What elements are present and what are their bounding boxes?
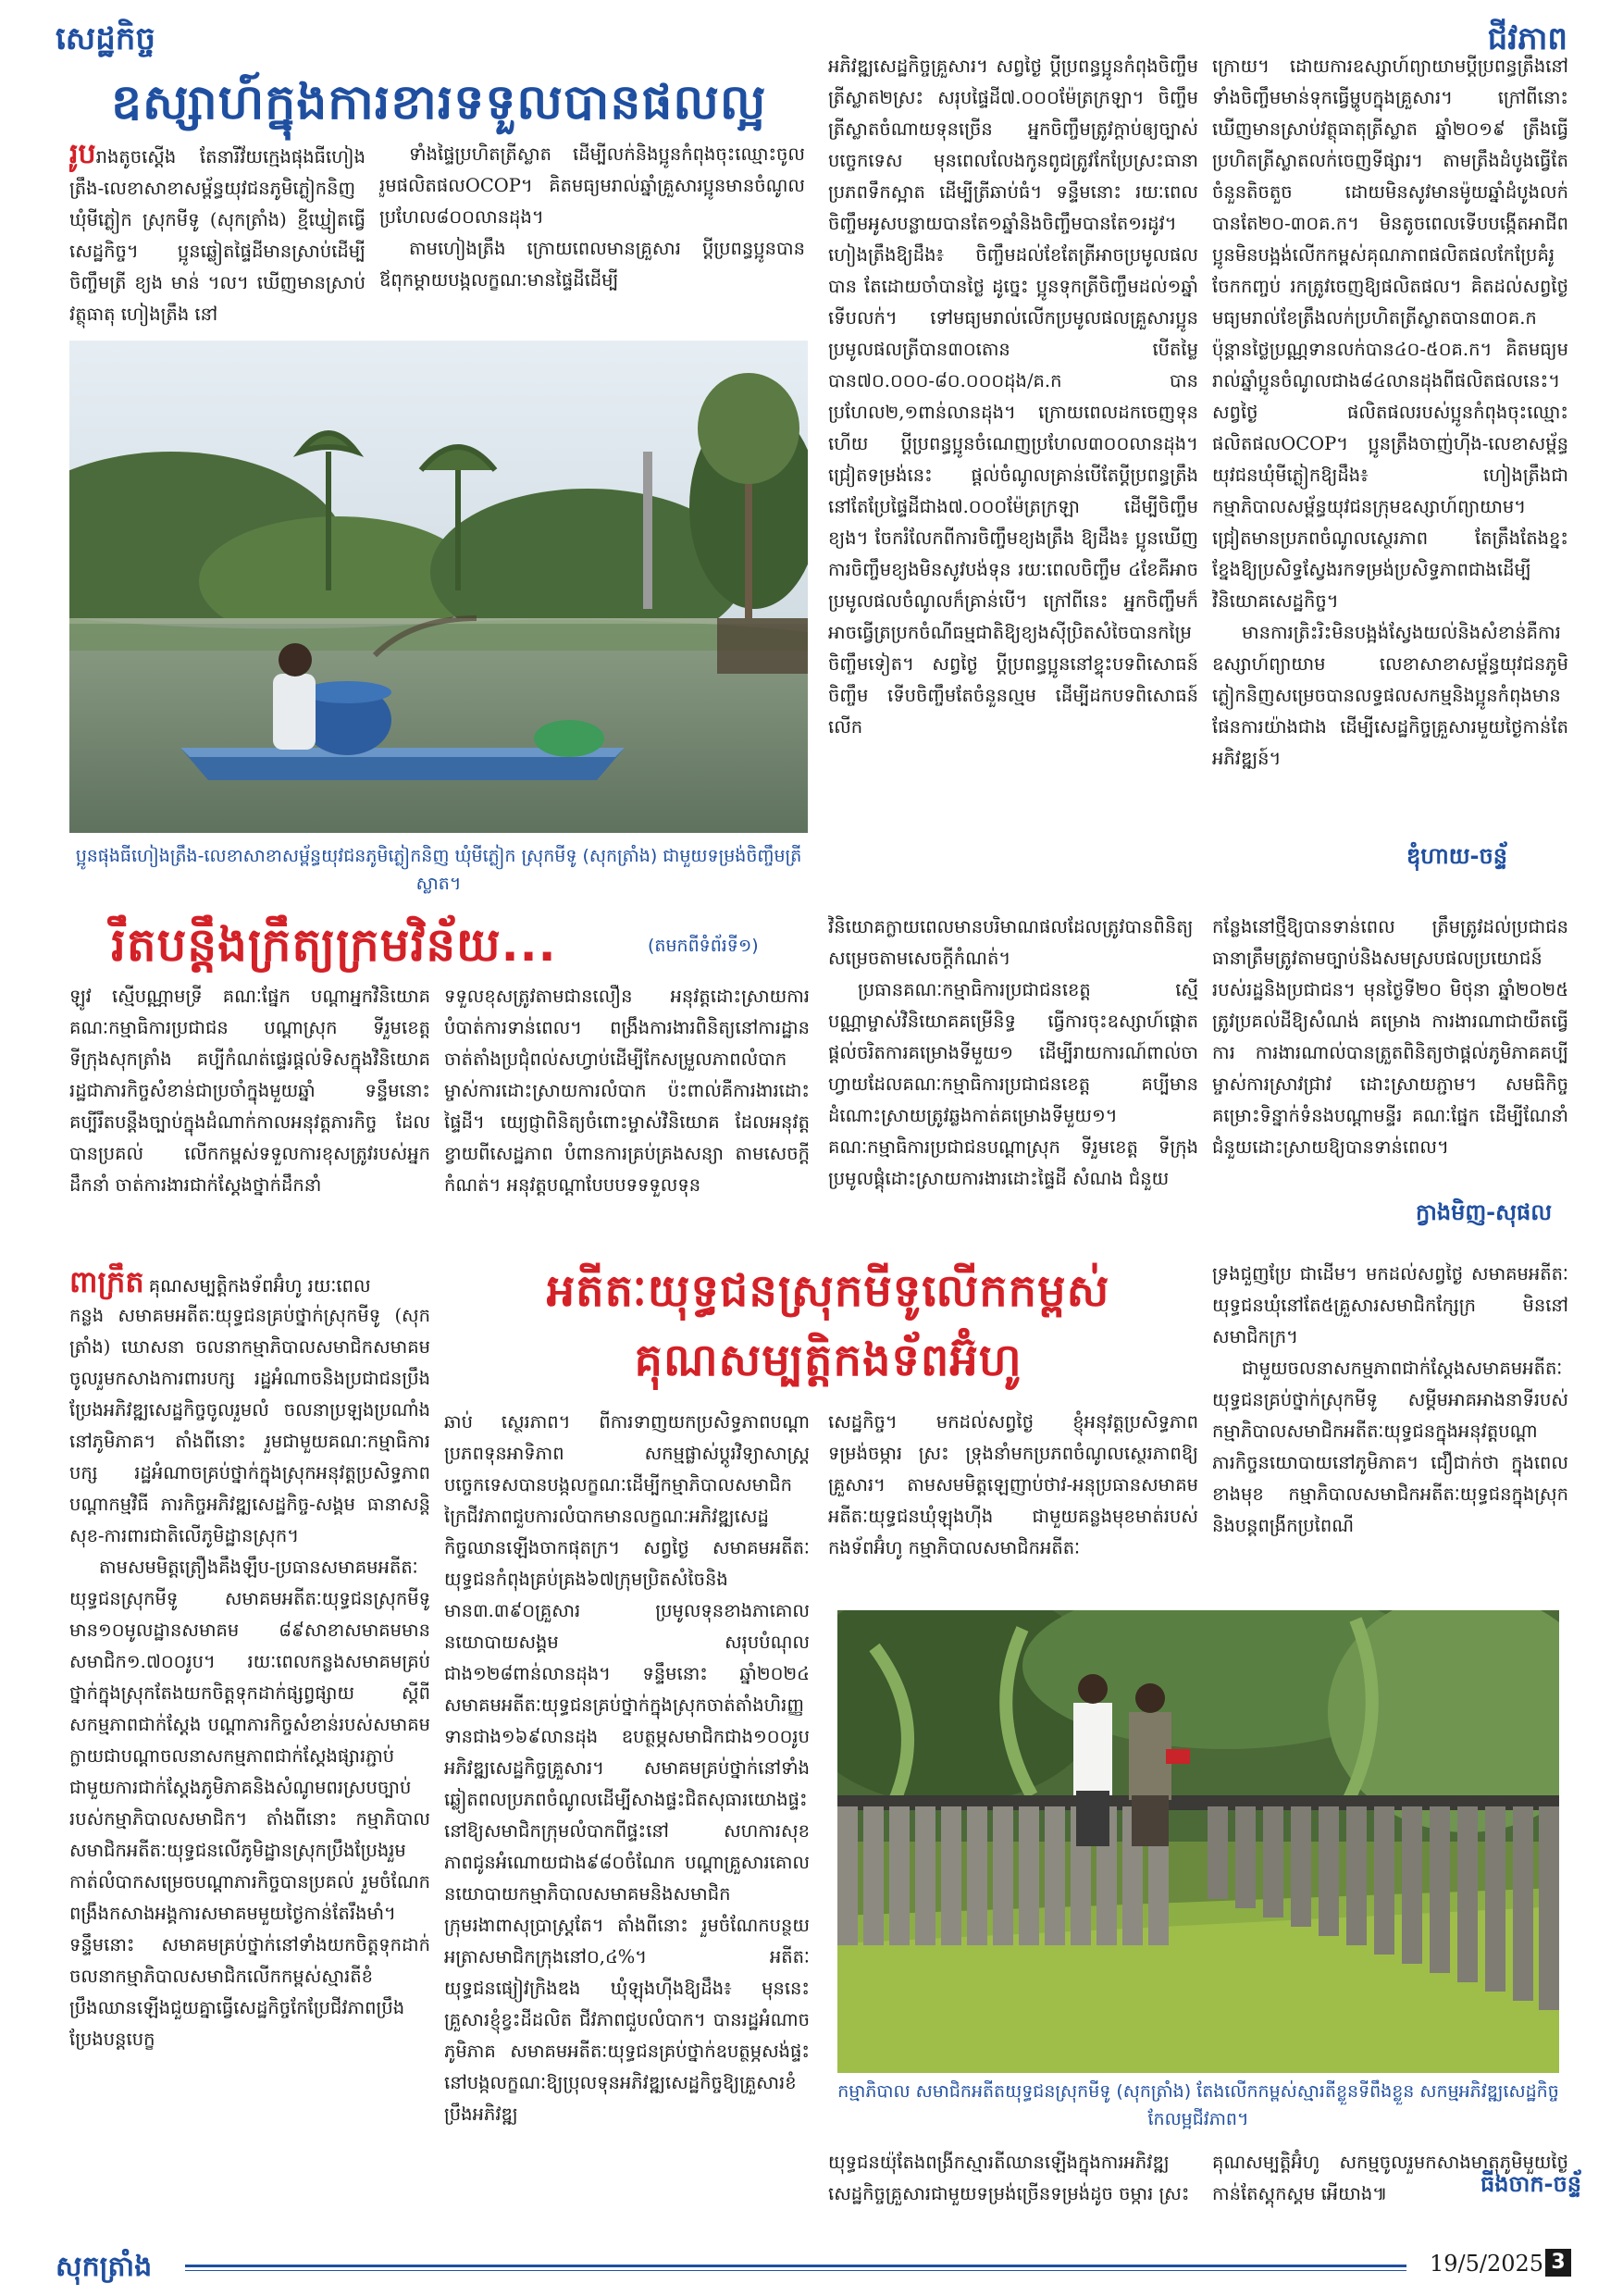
article3-headline-line2: គុណសម្បត្តិកងទ័ពអ៊ំហូ — [634, 1334, 1022, 1386]
article3-col-end-text: យុទ្ធជនយ៉ុតែងពង្រីកស្មារតីឈានឡើងក្នុងការអភិវឌ្ឍសេដ្ឋកិច្ចគ្រួសារជាមួយទម្រង់ច្រើនទម្រង់ដូច ចម្ការ ស្រះ — [828, 2152, 1190, 2204]
article3-byline: ធីងចាក-ចន្ទ័ — [1481, 2171, 1581, 2197]
article3-col1-text: កន្លង សមាគមអតីតៈយុទ្ធជនគ្រប់ថ្នាក់ស្រុកមីទូ (សុកត្រាំង) ឃោសនា ចលនាកម្មាភិបាលសមាជិកសមាគមចូលរួមកសាងការពារបក្ស រដ្ឋអំណាចនិងប្រជាជនប្រឹងប្រែងអភិវឌ្ឍសេដ្ឋកិច្ចចូលរួមលំ ចលនាប្រឡងប្រណាំងនៅភូមិភាគ។ តាំងពីនោះ រួមជាមួយគណៈកម្មាធិការបក្ស រដ្ឋអំណាចគ្រប់ថ្នាក់ក្នុងស្រុកអនុវត្តប្រសិទ្ធភាពបណ្តាកម្មវិធី ភារកិច្ចអភិវឌ្ឍសេដ្ឋកិច្ច-សង្គម ធានាសន្តិសុខ-ការពារជាតិលើភូមិដ្ឋានស្រុក។ — [69, 1305, 430, 1546]
article1-col3 — [828, 51, 1198, 902]
footer-date: 19/5/2025 — [1430, 2251, 1544, 2277]
article3-col2 — [444, 1407, 810, 2230]
article1-col1-text: រាងតូចស្តើង តែនារីវ័យក្មេងផុងធីហៀង ត្រឹង-លេខាសាខាសម្ព័ន្ធយុវជនភូមិភ្លៀកនិញ ឃុំមីភ្លៀក ស្រុកមីទូ (សុកត្រាំង) ខ្មីឃ្មៀតធ្វើសេដ្ឋកិច្ច។ ប្អូនឆ្លៀតផ្ទៃដីមានស្រាប់ដើម្បីចិញ្ចឹមត្រី ខ្យង មាន់ ។ល។ ឃើញមានស្រាប់វត្ថុធាតុ ហៀងត្រឹង នៅ — [69, 146, 365, 325]
article1-col4 — [1212, 51, 1568, 847]
section-tag-economy: សេដ្ឋកិច្ច — [56, 20, 155, 57]
article3-col4 — [1212, 1259, 1568, 1601]
article1-col4b-text: មានការត្រិះរិះមិនបង្អង់ស្វែងយល់និងសំខាន់គឺការឧស្សាហ៍ព្យាយាម លេខាសាខាសម្ព័ន្ធយុវជនភូមិភ្លៀកនិញសម្រេចបានលទ្ធផលសកម្មនិងប្អូនកំពុងមានផែនការយ៉ាងជាង ដើម្បីសេដ្ឋកិច្ចគ្រួសារមួយថ្ងៃកាន់តែអភិវឌ្ឍន៍។ — [1212, 622, 1568, 769]
article2-col3-text: វិនិយោគក្លាយពេលមានបរិមាណផលដែលត្រូវបានពិនិត្យសម្រេចតាមសេចក្តីកំណត់។ — [828, 916, 1194, 969]
footer-rule-thin — [185, 2270, 1406, 2271]
article3-dropcap: ពាក្រឹត — [69, 1264, 144, 1299]
article1-dropcap: រូប — [69, 139, 96, 170]
article2-col1-text: ឡូវ ស្មើបណ្ណាមទ្រី គណៈផ្នែក បណ្តាអ្នកវិនិយោគ គណៈកម្មាធិការប្រជាជន បណ្តាស្រុក ទីរួមខេត្ត ទីក្រុងសុកត្រាំង គប្បីកំណត់ផ្ទេរផ្តល់ទិសក្នុងវិនិយោគ រដ្ឋជាភារកិច្ចសំខាន់ជាប្រចាំក្នុងមួយឆ្នាំ ទន្ទឹមនោះ គប្បីរឹតបន្តឹងច្បាប់ក្នុងដំណាក់កាលអនុវត្តភារកិច្ច ដែលបានប្រគល់ លើកកម្ពស់ទទួលការខុសត្រូវរបស់អ្នកដឹកនាំ ចាត់ការងារជាក់ស្តែងថ្នាក់ដឹកនាំ — [69, 986, 430, 1196]
section-tag-livelihood: ជីវភាព — [1487, 20, 1567, 57]
article3-col1b-text: តាមសមមិត្តត្រឿងគឹងឡឹប-ប្រធានសមាគមអតីតៈយុទ្ធជនស្រុកមីទូ សមាគមអតីតៈយុទ្ធជនស្រុកមីទូមាន១០មូលដ្ឋានសមាគម ៨៩សាខាសមាគមមានសមាជិក១.៧០០រូប។ រយៈពេលកន្លងសមាគមគ្រប់ថ្នាក់ក្នុងស្រុកតែងយកចិត្តទុកដាក់ផ្សព្វផ្សាយ ស្តីពីសកម្មភាពជាក់ស្តែង បណ្តាភារកិច្ចសំខាន់របស់សមាគមក្លាយជាបណ្តាចលនាសកម្មភាពជាក់ស្តែងផ្សារភ្ជាប់ជាមួយការជាក់ស្តែងភូមិភាគនិងសំណូមពរស្របច្បាប់របស់កម្មាភិបាលសមាជិក។ តាំងពីនោះ កម្មាភិបាលសមាជិកអតីតៈយុទ្ធជនលើភូមិដ្ឋានស្រុកប្រឹងប្រែងរួមកាត់លំបាកសម្រេចបណ្តាភារកិច្ចបានប្រគល់ រួមចំណែកពង្រឹងកសាងអង្គការសមាគមមួយថ្ងៃកាន់តែរឹងមាំ។ ទន្ទឹមនោះ សមាគមគ្រប់ថ្នាក់នៅទាំងយកចិត្តទុកដាក់ចលនាកម្មាភិបាលសមាជិកលើកកម្ពស់ស្មារតីខំប្រឹងឈានឡើងជួយគ្នាធ្វើសេដ្ឋកិច្ចកែប្រែជីវភាពប្រឹងប្រែងបន្តបេក្ខ — [69, 1557, 430, 2050]
article2-col2-text: ទទួលខុសត្រូវតាមជានលឿន អនុវត្តដោះស្រាយការបំបាត់ការទាន់ពេល។ ពង្រឹងការងារពិនិត្យនៅការដ្ឋាន ចាត់តាំងប្រជុំពល់សហ្វាប់ដើម្បីកែសម្រួលភាពលំបាក ម្ចាស់ការដោះស្រាយការលំបាក ប៉ះពាល់គឺការងារដោះផ្ទៃដី។ យ្យេជ្ញាពិនិត្យចំពោះម្ចាស់វិនិយោគ ដែលអនុវត្តខ្វាយពីសេដ្ឋភាព បំពានការគ្រប់គ្រងសន្យា តាមសេចក្តីកំណត់។ អនុវត្តបណ្តាបែបបទទទួលទុន — [444, 986, 810, 1196]
article3-col3 — [828, 1407, 1198, 1601]
footer-rule — [185, 2265, 1406, 2267]
article1-col2b-text: តាមហៀងត្រឹង ក្រោយពេលមានគ្រួសារ ប្តីប្រពន្ធប្អូនបានឪពុកម្តាយបង្កលក្ខណៈមានផ្ទៃដីដើម្បី — [379, 238, 805, 291]
article1-photo-boat-pond — [69, 341, 808, 833]
article2-col3 — [828, 912, 1198, 1249]
article1-byline: ឌុំហាយ-ចន្ទ័ — [1406, 843, 1507, 869]
article1-col2 — [379, 139, 805, 333]
article1-col3-text: អភិវឌ្ឍសេដ្ឋកិច្ចគ្រួសារ។ សព្វថ្ងៃ ប្តីប្រពន្ធប្អូនកំពុងចិញ្ចឹមត្រីស្លាត២ស្រះ សរុបផ្ទៃដី៧.០០០ម៉ែត្រក្រឡា។ ចិញ្ចឹមត្រីស្លាតចំណាយទុនច្រើន អ្នកចិញ្ចឹមត្រូវក្តាប់ឲ្យច្បាស់បច្ចេកទេស មុនពេលលែងកូនពូជត្រូវកែប្រែស្រះធានាប្រភពទឹកស្អាត ដើម្បីត្រីឆាប់ធំ។ ទន្ទឹមនោះ រយៈពេលចិញ្ចឹមអូសបន្លាយបានតែ១ឆ្នាំនិងចិញ្ចឹមបានតែ១រដូវ។ ហៀងត្រឹងឱ្យដឹង៖ ចិញ្ចឹមដល់ខែតែត្រីអាចប្រមូលផលបាន តែដោយចាំបានថ្លៃ ដូច្នេះ ប្អូនទុកត្រីចិញ្ចឹមដល់១ឆ្នាំទើបលក់។ ទៅមធ្យមរាល់លើកប្រមូលផលគ្រួសារប្អូនប្រមូលផលត្រីបាន៣០តោន បើតម្លៃបាន៧០.០០០-៨០.០០០ដុង/គ.ក បានប្រហែល២,១ពាន់លានដុង។ ក្រោយពេលដកចេញទុនហើយ ប្តីប្រពន្ធប្អូនចំណេញប្រហែល៣០០លានដុង។ ជ្រៀតទម្រង់នេះ ផ្តល់ចំណូលគ្រាន់បើតែប្តីប្រពន្ធត្រឹងនៅតែប្រែផ្ទៃដីជាង៧.០០០ម៉ែត្រក្រឡា ដើម្បីចិញ្ចឹមខ្យង។ ចែករំលែកពីការចិញ្ចឹមខ្យងត្រឹង ឱ្យដឹង៖ ប្អូនឃើញការចិញ្ចឹមខ្យងមិនសូវបង់ទុន រយៈពេលចិញ្ចឹម ៤ខែគឺអាចប្រមូលផលចំណូលក៏គ្រាន់បើ។ ក្រៅពីនេះ អ្នកចិញ្ចឹមក៏អាចធ្វើត្រប្រកចំណីធម្មជាតិឱ្យខ្យងស៊ីប្រិតសំចៃបានកម្រៃចិញ្ចឹមទៀត។ សព្វថ្ងៃ ប្តីប្រពន្ធប្អូននៅខ្ទុះបទពិសោធន៍ចិញ្ចឹម ទើបចិញ្ចឹមតែចំនួនល្មម ដើម្បីដកបទពិសោធន៍លើក — [828, 56, 1198, 738]
article3-headline-line1: អតីតៈយុទ្ធជនស្រុកមីទូលើកកម្ពស់ — [546, 1265, 1110, 1317]
article3-photo-fish-pond — [837, 1610, 1559, 2073]
article3-col4-text: ទ្រងជួញប្រែ ជាដើម។ មកដល់សព្វថ្ងៃ សមាគមអតីតៈយុទ្ធជនឃុំនៅតែ៥គ្រួសារសមាជិកក្សែក្រ មិននៅសមាជិកក្រ។ — [1212, 1263, 1568, 1347]
article1-headline: ឧស្សាហ៍ក្នុងការខារទទួលបានផលល្អ — [111, 75, 767, 130]
article1-col1 — [69, 139, 365, 333]
article1-col4-text: ក្រោយ។ ដោយការឧស្សាហ៍ព្យាយាមប្តីប្រពន្ធត្រឹងនៅទាំងចិញ្ចឹមមាន់ទុកធ្វើម្ហូបក្នុងគ្រួសារ។ ក្រៅពីនោះ ឃើញមានស្រាប់វត្ថុធាតុត្រីស្លាត ឆ្នាំ២០១៩ ត្រឹងធ្វើប្រហិតត្រីស្លាតលក់ចេញទីផ្សារ។ តាមត្រឹងដំបូងធ្វើតែចំនួនតិចតួច ដោយមិនសូវមានម៉ូយឆ្នាំដំបូងលក់បានតែ២០-៣០គ.ក។ មិនតូចពេលទើបបង្កើតអាជីពប្អូនមិនបង្អង់លើកកម្ពស់គុណភាពផលិតផលកែប្រែគំរូ ចែកកញ្ចប់ រកត្រូវចេញឱ្យផលិតផល។ គិតដល់សព្វថ្ងៃ មធ្យមរាល់ខែត្រឹងលក់ប្រហិតត្រីស្លាតបាន៣០គ.ក ប៉ុន្តានថ្លៃប្រណ្ណទានលក់បាន៤០-៥០គ.ក។ គិតមធ្យមរាល់ឆ្នាំប្អូនចំណូលជាង៨៤លានដុងពីផលិតផលនេះ។ សព្វថ្ងៃ ផលិតផលរបស់ប្អូនកំពុងចុះឈ្មោះផលិតផលOCOP។ ប្អូនត្រឹងចាញ់ហ៊ីង-លេខាសម្ព័ន្ធយុវជនឃុំមីភ្លៀកឱ្យដឹង៖ ហៀងត្រឹងជាកម្មាភិបាលសម្ព័ន្ធយុវជនក្រុមឧស្សាហ៍ព្យាយាម។ ជ្រៀតមានប្រភពចំណូលស្ថេរភាព តែត្រឹងតែងខ្នះខ្នែងឱ្យប្រសិទ្ធស្វែងរកទម្រង់ប្រសិទ្ធភាពជាងដើម្បីវិនិយោគសេដ្ឋកិច្ច។ — [1212, 56, 1568, 612]
article3-photo-caption: កម្មាភិបាល សមាជិកអតីតយុទ្ធជនស្រុកមីទូ (សុកត្រាំង) តែងលើកកម្ពស់ស្មារតីខ្លួនទីពឹងខ្លួន សកម្មអភិវឌ្ឍសេដ្ឋកិច្ច កែលម្អជីវភាព។ — [837, 2081, 1559, 2129]
article3-col-end — [828, 2147, 1198, 2230]
footer-page-number: 3 — [1545, 2249, 1571, 2277]
article2-col2 — [444, 981, 810, 1249]
footer-masthead: សុកត្រាំង — [56, 2251, 153, 2283]
article1-col2-text: ទាំងផ្ទៃប្រហិតត្រីស្លាត ដើម្បីលក់និងប្អូនកំពុងចុះឈ្មោះចូលរួមផលិតផលOCOP។ គិតមធ្យមរាល់ឆ្នាំគ្រួសារប្អូនមានចំណូលប្រហែល៨០០លានដុង។ — [379, 143, 805, 228]
article2-col1 — [69, 981, 430, 1249]
article2-col4 — [1212, 912, 1568, 1189]
article2-col4-text: កន្លែងនៅថ្មីឱ្យបានទាន់ពេល ត្រឹមត្រូវដល់ប្រជាជនធានាត្រឹមត្រូវតាមច្បាប់និងសមស្របផលប្រយោជន៍របស់រដ្ឋនិងប្រជាជន។ មុនថ្ងៃទី២០ មិថុនា ឆ្នាំ២០២៥ ត្រូវប្រគល់ដីឱ្យសំណង់ គម្រោង ការងារណាជាយឺតធ្វើការ ការងារណាល់បានត្រួតពិនិត្យថាផ្តល់ភូមិភាគគប្បីម្ចាស់ការស្រាវជ្រាវ ដោះស្រាយភ្ជាម។ សមធិកិច្ចគម្រោះទិន្នាក់ទំនងបណ្តាមន្ទីរ គណៈផ្នែក ដើម្បីណែនាំ ជំនួយដោះស្រាយឱ្យបានទាន់ពេល។ — [1212, 916, 1568, 1158]
article3-col1 — [69, 1300, 430, 2230]
article2-byline: ក្វាងមិញ-សុផល — [1416, 1199, 1553, 1225]
article3-col3-text: សេដ្ឋកិច្ច។ មកដល់សព្វថ្ងៃ ខ្ញុំអនុវត្តប្រសិទ្ធភាពទម្រង់ចម្ការ ស្រះ ទ្រុងនាំមកប្រភពចំណូលស្ថេរភាពឱ្យគ្រួសារ។ តាមសមមិត្តឡេញាប់ថាវ-អនុប្រធានសមាគមអតីតៈយុទ្ធជនឃុំឡុងហ៊ីង ជាមួយគន្លងមុខមាត់របស់កងទ័ពអ៊ំហូ កម្មាភិបាលសមាជិកអតីតៈ — [828, 1411, 1198, 1558]
article1-photo-caption: ប្អូនផុងធីហៀងត្រឹង-លេខាសាខាសម្ព័ន្ធយុវជនភូមិភ្លៀកនិញ ឃុំមីភ្លៀក ស្រុកមីទូ (សុកត្រាំង) ជាមួយទម្រង់ចិញ្ចឹមត្រីស្លាត។ — [75, 846, 802, 894]
article2-continued-note: (តមកពីទំព័រទី១) — [648, 936, 759, 956]
article3-col4b-text: ជាមួយចលនាសកម្មភាពជាក់ស្តែងសមាគមអតីតៈយុទ្ធជនគ្រប់ថ្នាក់ស្រុកមីទូ សម្តីមអាគអាងនាទីរបស់កម្មាភិបាលសមាជិកអតីតៈយុទ្ធជនក្នុងអនុវត្តបណ្តាភារកិច្ចនយោបាយនៅភូមិភាគ។ ជឿជាក់ថា ក្នុងពេលខាងមុខ កម្មាភិបាលសមាជិកអតីតៈយុទ្ធជនក្នុងស្រុកនិងបន្តពង្រីកប្រពៃណី — [1212, 1358, 1568, 1536]
article3-lead: គុណសម្បត្តិកងទ័ពអ៊ំហូ រយៈពេល — [148, 1275, 371, 1297]
article2-headline: រឹតបន្តឹងក្រឹត្យក្រមវិន័យ... — [111, 918, 557, 972]
article3-col2-text: ឆាប់ ស្ថេរភាព។ ពីការទាញយកប្រសិទ្ធភាពបណ្តាប្រភពទុនអាទិភាព សកម្មផ្លាស់ប្តូរវិទ្យាសាស្ត្រ បច្ចេកទេសបានបង្កលក្ខណៈដើម្បីកម្មាភិបាលសមាជិកក្រៃជីវភាពជួបការលំបាកមានលក្ខណៈអភិវឌ្ឍសេដ្ឋកិច្ចឈានឡើងចាកផុតក្រ។ សព្វថ្ងៃ សមាគមអតីតៈយុទ្ធជនកំពុងគ្រប់គ្រង៦៧ក្រុមប្រិតសំចៃនិងមាន៣.៣៩០គ្រួសារ ប្រមូលទុនខាងភាគោលនយោបាយសង្គម សរុបបំណុលជាង១២៨ពាន់លានដុង។ ទន្ទឹមនោះ ឆ្នាំ២០២៤ សមាគមអតីតៈយុទ្ធជនគ្រប់ថ្នាក់ក្នុងស្រុកចាត់តាំងហិរញ្ញទានជាង១៦៩លានដុង ឧបត្ថម្ភសមាជិកជាង១០០រូប អភិវឌ្ឍសេដ្ឋកិច្ចគ្រួសារ។ សមាគមគ្រប់ថ្នាក់នៅទាំងឆ្លៀតពលប្រភពចំណូលដើម្បីសាងផ្ទះជិតសុធារយោងផ្ទះនៅឱ្យសមាជិកក្រុមលំបាកពីផ្ទះនៅ សហការសុខភាពជូនអំណោយជាង៩៨០ចំណែក បណ្តាគ្រួសារគោលនយោបាយកម្មាភិបាលសមាគមនិងសមាជិកក្រុមរងាពាសុប្រាស្រ្តតែ។ តាំងពីនោះ រួមចំណែកបន្ថយអត្រាសមាជិកក្រុងនៅ០,៤%។ អតីតៈយុទ្ធជនផ្យៀវក្រិងឌង ឃុំឡុងហ៊ីងឱ្យដឹង៖ មុននេះ គ្រួសារខ្ញុំខ្វះដីដលិត ជីវភាពជួបលំបាក។ បានរដ្ឋអំណាចភូមិភាគ សមាគមអតីតៈយុទ្ធជនគ្រប់ថ្នាក់ឧបត្ថម្ភសង់ផ្ទះនៅបង្កលក្ខណៈឱ្យប្រុលទុនអភិវឌ្ឍសេដ្ឋកិច្ចឱ្យគ្រួសារខំប្រឹងអភិវឌ្ឍ — [444, 1411, 810, 2125]
article2-col3b-text: ប្រធានគណៈកម្មាធិការប្រជាជនខេត្ត ស្មើបណ្ណាម្ចាស់វិនិយោគគម្រើនិទ្ធ ធ្វើការចុះឧស្សាហ៍ផ្តោតផ្តល់ចរិតការគម្រោងទីមួយ១ ដើម្បីរាយការណ៍ពាល់ចាហ្វាយដែលគណៈកម្មាធិការប្រជាជនខេត្ត គប្បីមានដំណោះស្រាយត្រូវឆ្លងកាត់គម្រោងទីមួយ១។ គណៈកម្មាធិការប្រជាជនបណ្តាស្រុក ទីរួមខេត្ត ទីក្រុងប្រមូលផ្តុំដោះស្រាយការងារដោះផ្ទៃដី សំណង ជំនួយ — [828, 979, 1198, 1189]
article3-col-end2-text: គុណសម្បត្តិអ៊ំហូ សកម្មចូលរួមកសាងមាតុភូមិមួយថ្ងៃកាន់តែស្គុកស្គម អើយាង៕ — [1212, 2152, 1568, 2204]
